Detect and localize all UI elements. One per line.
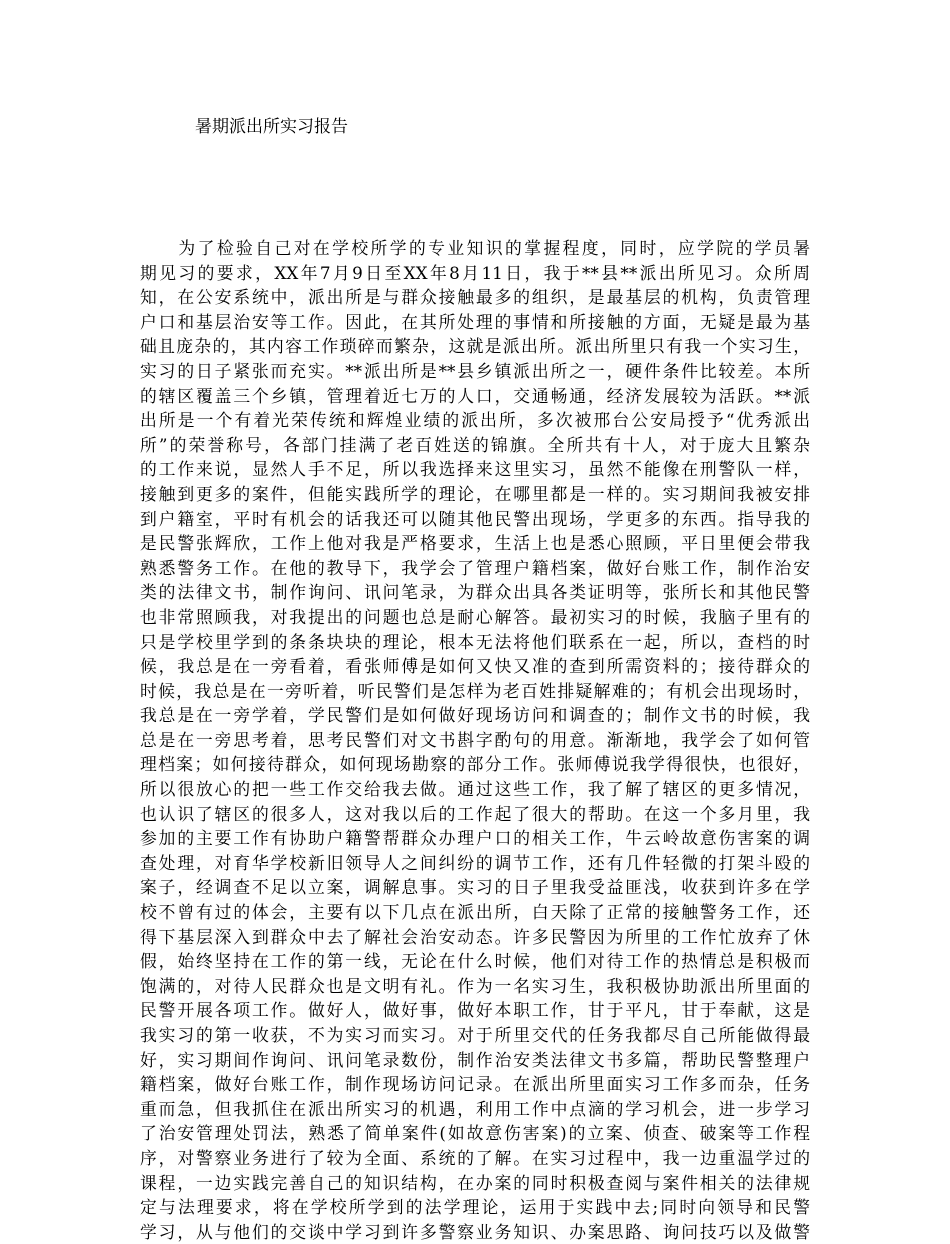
body-line: 学习，从与他们的交谈中学习到许多警察业务知识、办案思路、询问技巧以及做警: [140, 1221, 810, 1242]
body-line: 案子，经调查不足以立案，调解息事。实习的日子里我受益匪浅，收获到许多在学: [140, 877, 810, 898]
body-line: 假，始终坚持在工作的第一线，无论在什么时候，他们对待工作的热情总是积极而: [140, 951, 810, 972]
body-line: 也非常照顾我，对我提出的问题也总是耐心解答。最初实习的时候，我脑子里有的: [140, 606, 810, 627]
body-line: 的辖区覆盖三个乡镇，管理着近七万的人口，交通畅通，经济发展较为活跃。**派: [140, 385, 810, 406]
body-line: 类的法律文书，制作询问、讯问笔录，为群众出具各类证明等，张所长和其他民警: [140, 582, 810, 603]
body-line: 民警开展各项工作。做好人，做好事，做好本职工作，甘于平凡，甘于奉献，这是: [140, 1000, 810, 1021]
body-line: 出所是一个有着光荣传统和辉煌业绩的派出所，多次被邢台公安局授予“优秀派出: [140, 410, 810, 431]
body-line: 也认识了辖区的很多人，这对我以后的工作起了很大的帮助。在这一个多月里，我: [140, 803, 810, 824]
body-line: 好，实习期间作询问、讯问笔录数份，制作治安类法律文书多篇，帮助民警整理户: [140, 1049, 810, 1070]
body-line: 熟悉警务工作。在他的教导下，我学会了管理户籍档案，做好台账工作，制作治安: [140, 557, 810, 578]
body-line: 得下基层深入到群众中去了解社会治安动态。许多民警因为所里的工作忙放弃了休: [140, 926, 810, 947]
body-line: 饱满的，对待人民群众也是文明有礼。作为一名实习生，我积极协助派出所里面的: [140, 975, 810, 996]
body-line: 查处理，对育华学校新旧领导人之间纠纷的调节工作，还有几件轻微的打架斗殴的: [140, 852, 810, 873]
body-line: 重而急，但我抓住在派出所实习的机遇，利用工作中点滴的学习机会，进一步学习: [140, 1098, 810, 1119]
body-line: 校不曾有过的体会，主要有以下几点在派出所，白天除了正常的接触警务工作，还: [140, 902, 810, 923]
body-line: 籍档案，做好台账工作，制作现场访问记录。在派出所里面实习工作多而杂，任务: [140, 1074, 810, 1095]
body-line: 础且庞杂的，其内容工作琐碎而繁杂，这就是派出所。派出所里只有我一个实习生，: [140, 336, 810, 357]
body-line: 接触到更多的案件，但能实践所学的理论，在哪里都是一样的。实习期间我被安排: [140, 483, 810, 504]
body-line: 为了检验自己对在学校所学的专业知识的掌握程度，同时，应学院的学员暑: [140, 238, 810, 258]
body-line: 的工作来说，显然人手不足，所以我选择来这里实习，虽然不能像在刑警队一样，: [140, 459, 810, 480]
body-line: 是民警张辉欣，工作上他对我是严格要求，生活上也是悉心照顾，平日里便会带我: [140, 533, 810, 554]
body-line: 知，在公安系统中，派出所是与群众接触最多的组织，是最基层的机构，负责管理: [140, 287, 810, 308]
body-line: 只是学校里学到的条条块块的理论，根本无法将他们联系在一起，所以，查档的时: [140, 631, 810, 652]
body-line: 理档案；如何接待群众，如何现场勘察的部分工作。张师傅说我学得很快，也很好，: [140, 754, 810, 775]
body-line: 户口和基层治安等工作。因此，在其所处理的事情和所接触的方面，无疑是最为基: [140, 311, 810, 332]
body-line: 期见习的要求，XX年7月9日至XX年8月11日，我于**县**派出所见习。众所周: [140, 262, 810, 283]
body-line: 时候，我总是在一旁听着，听民警们是怎样为老百姓排疑解难的；有机会出现场时，: [140, 680, 810, 701]
body-line: 所以很放心的把一些工作交给我去做。通过这些工作，我了解了辖区的更多情况，: [140, 779, 810, 800]
body-line: 到户籍室，平时有机会的话我还可以随其他民警出现场，学更多的东西。指导我的: [140, 508, 810, 529]
body-line: 定与法理要求，将在学校所学到的法学理论，运用于实践中去;同时向领导和民警: [140, 1197, 810, 1218]
body-line: 我实习的第一收获，不为实习而实习。对于所里交代的任务我都尽自己所能做得最: [140, 1025, 810, 1045]
body-line: 候，我总是在一旁看着，看张师傅是如何又快又准的查到所需资料的；接待群众的: [140, 656, 810, 677]
body-line: 我总是在一旁学着，学民警们是如何做好现场访问和调查的；制作文书的时候，我: [140, 705, 810, 726]
body-line: 参加的主要工作有协助户籍警帮群众办理户口的相关工作，牛云岭故意伤害案的调: [140, 828, 810, 849]
document-body: [140, 236, 810, 1244]
body-line: 课程，一边实践完善自己的知识结构，在办案的同时积极查阅与案件相关的法律规: [140, 1172, 810, 1193]
body-line: 实习的日子紧张而充实。**派出所是**县乡镇派出所之一，硬件条件比较差。本所: [140, 360, 810, 381]
body-line: 序，对警察业务进行了较为全面、系统的了解。在实习过程中，我一边重温学过的: [140, 1147, 810, 1168]
document-title: 暑期派出所实习报告: [195, 117, 348, 137]
body-line: 了治安管理处罚法，熟悉了简单案件(如故意伤害案)的立案、侦查、破案等工作程: [140, 1123, 810, 1144]
body-line: 所”的荣誉称号，各部门挂满了老百姓送的锦旗。全所共有十人，对于庞大且繁杂: [140, 434, 810, 455]
body-line: 总是在一旁思考着，思考民警们对文书斟字酌句的用意。渐渐地，我学会了如何管: [140, 729, 810, 750]
